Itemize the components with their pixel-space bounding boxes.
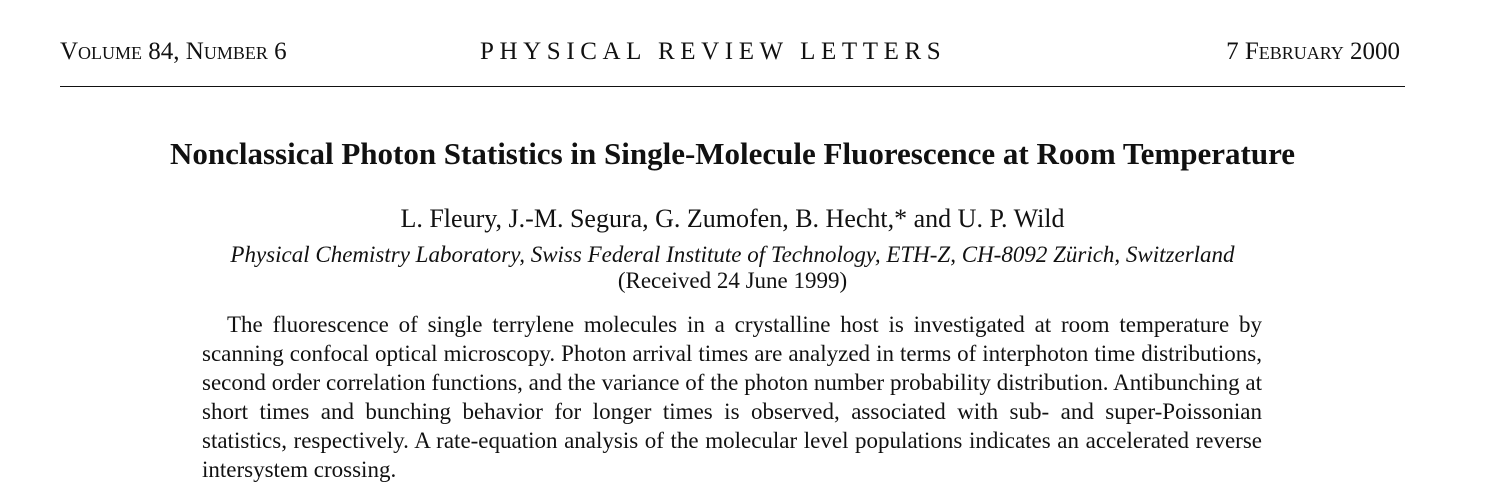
header-rule bbox=[60, 86, 1405, 87]
issue-date: 7 February 2000 bbox=[1226, 38, 1400, 65]
affiliation: Physical Chemistry Laboratory, Swiss Federal Institute of Technology, ETH-Z, CH-8092 Zürich, Switzerland bbox=[230, 242, 1235, 267]
abstract: The fluorescence of single terrylene molecules in a crystalline host is investigated at room temperature by scanning confocal optical microscopy. Photon arrival times are analyzed in terms of interphoton time distributions, second order correlation functions, and the variance of the photon number probability distribution. Antibunching at short times and bunching behavior for longer times is observed, associated with sub- and super-Poissonian statistics, respectively. A rate-equation analysis of the molecular level populations indicates an accelerated reverse intersystem crossing. bbox=[202, 312, 1262, 482]
author-list: L. Fleury, J.-M. Segura, G. Zumofen, B. Hecht,* and U. P. Wild bbox=[400, 204, 1065, 233]
article-title: Nonclassical Photon Statistics in Single-Molecule Fluorescence at Room Temperature bbox=[169, 136, 1296, 171]
journal-running-header bbox=[60, 38, 1405, 72]
received-date: (Received 24 June 1999) bbox=[617, 268, 848, 293]
volume-number: Volume 84, Number 6 bbox=[60, 38, 287, 65]
journal-name: PHYSICAL REVIEW LETTERS bbox=[480, 38, 947, 65]
